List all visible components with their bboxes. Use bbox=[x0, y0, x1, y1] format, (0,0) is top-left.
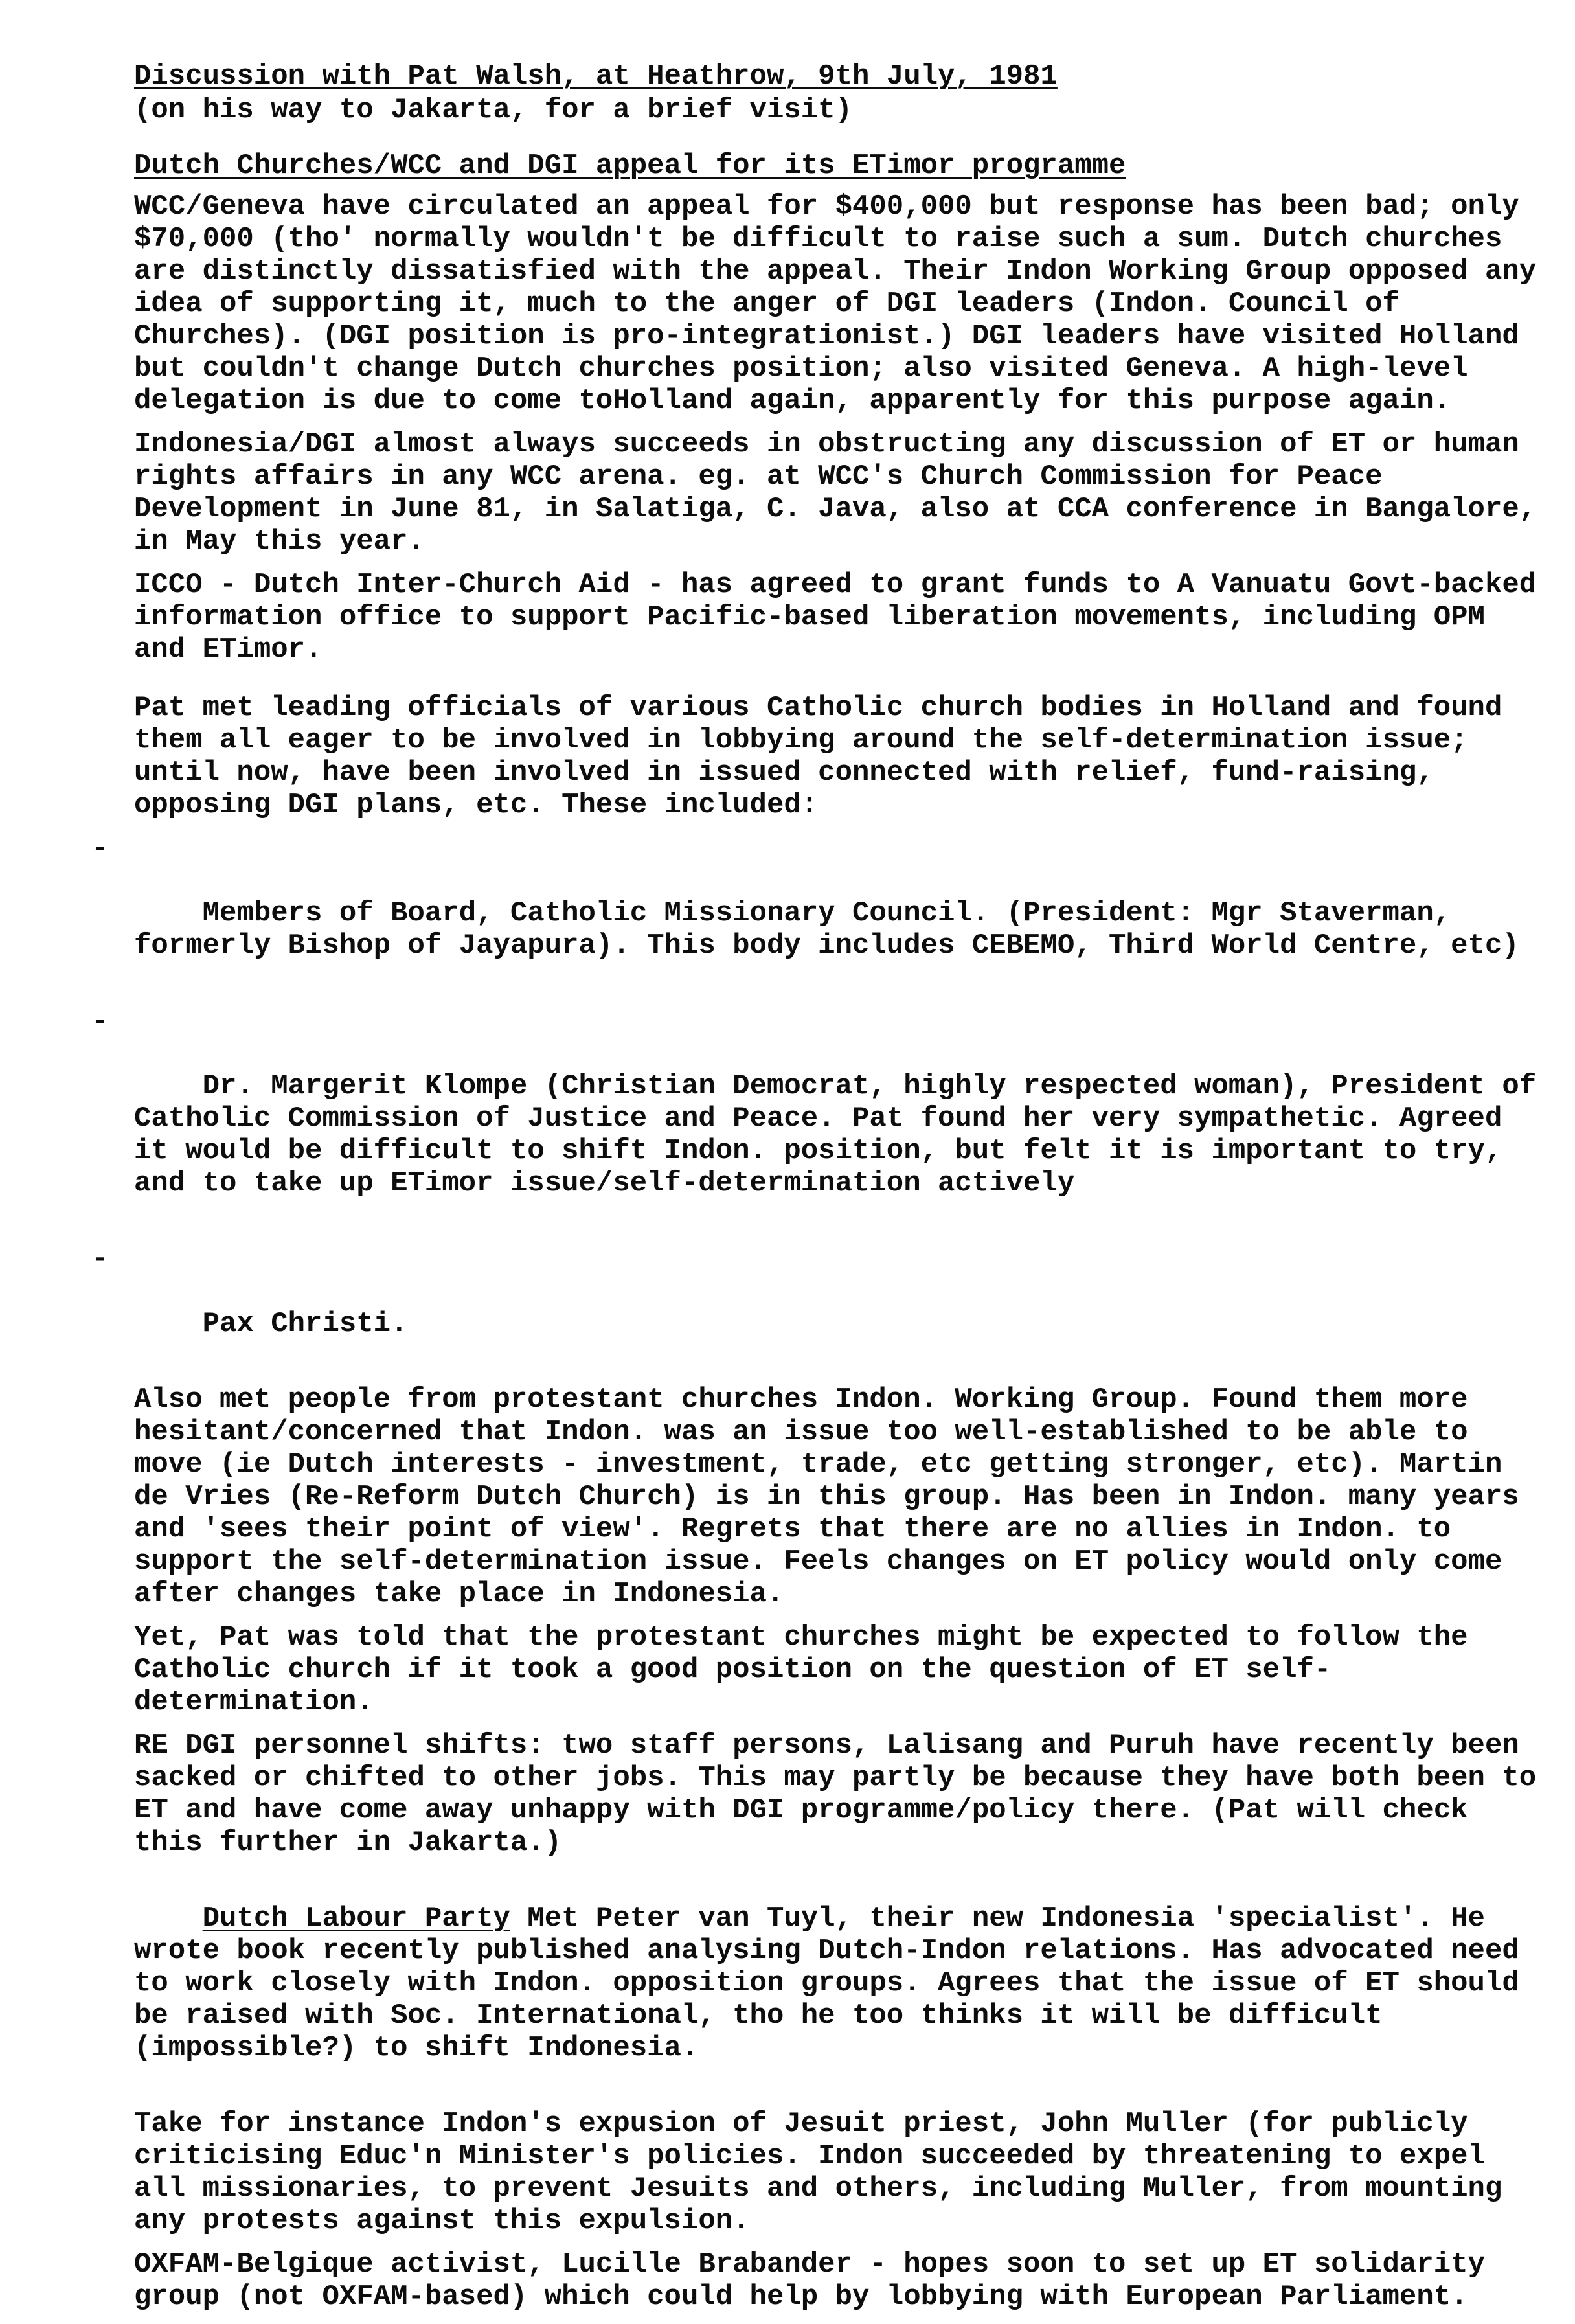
paragraph-jesuit-expulsion: Take for instance Indon's expusion of Jesuit priest, John Muller (for publicly criticising Educ'n Minister's policies. Indon succeeded by threatening to expel all missionaries, to prevent Jesuits and others, including Muller, from mounting any protests against this expulsion. bbox=[134, 2108, 1519, 2237]
paragraph-protestant-churches: Also met people from protestant churches Indon. Working Group. Found them more hesitant/concerned that Indon. was an issue too well-established to be able to move (ie Dutch interests - investment, trade, etc getting stronger, etc). Martin de Vries (Re-Reform Dutch Church) is in this group. Has been in Indon. many years and 'sees their point of view'. Regrets that there are no allies in Indon. to support the self-determination issue. Feels changes on ET policy would only come after changes take place in Indonesia. bbox=[134, 1384, 1537, 1610]
memo-title bbox=[134, 60, 1549, 127]
bullet-text: Members of Board, Catholic Missionary Council. (President: Mgr Staverman, formerly Bishop of Jayapura). This body includes CEBEMO, Third World Centre, etc) bbox=[134, 897, 1519, 962]
paragraph-dgi-personnel: RE DGI personnel shifts: two staff persons, Lalisang and Puruh have recently been sacked or chifted to other jobs. This may partly be because they have both been to ET and have come away unhappy with DGI programme/policy there. (Pat will check this further in Jakarta.) bbox=[134, 1729, 1554, 1859]
bullet-dash: - bbox=[91, 1243, 109, 1275]
dutch-labour-party-lead: Dutch Labour Party bbox=[202, 1902, 510, 1935]
paragraph-oxfam-belgique: OXFAM-Belgique activist, Lucille Brabander - hopes soon to set up ET solidarity group (not OXFAM-based) which could help by lobbying with European Parliament. bbox=[134, 2248, 1502, 2313]
paragraph-dgi-obstruction: Indonesia/DGI almost always succeeds in obstructing any discussion of ET or human rights affairs in any WCC arena. eg. at WCC's Church Commission for Peace Development in June 81, in Salatiga, C. Java, also at CCA conference in Bangalore, in May this year. bbox=[134, 428, 1554, 558]
bullet-margerit-klompe bbox=[91, 1005, 1554, 1232]
paragraph-wcc-appeal: WCC/Geneva have circulated an appeal for $400,000 but response has been bad; only $70,000 (tho' normally wouldn't be difficult to raise such a sum. Dutch churches are distinctly dissatisfied with the appeal. Their Indon Working Group opposed any idea of supporting it, much to the anger of DGI leaders (Indon. Council of Churches). (DGI position is pro-integrationist.) DGI leaders have visited Holland but couldn't change Dutch churches position; also visited Geneva. A high-level delegation is due to come toHolland again, apparently for this purpose again. bbox=[134, 190, 1554, 417]
paragraph-catholic-officials: Pat met leading officials of various Catholic church bodies in Holland and found them all eager to be involved in lobbying around the self-determination issue; until now, have been involved in issued connected with relief, fund-raising, opposing DGI plans, etc. These included: bbox=[134, 692, 1519, 821]
bullet-text: Dr. Margerit Klompe (Christian Democrat, highly respected woman), President of Catholic Commission of Justice and Peace. Pat found her very sympathetic. Agreed it would be difficult to shift Indon. position, but felt it is important to try, and to take up ETimor issue/self-determination actively bbox=[134, 1070, 1554, 1200]
bullet-dash: - bbox=[91, 832, 109, 865]
bullet-catholic-missionary-council bbox=[91, 832, 1549, 994]
typed-memo-page bbox=[91, 60, 1554, 2324]
bullet-dash: - bbox=[91, 1005, 109, 1038]
paragraph-icco-funding: ICCO - Dutch Inter-Church Aid - has agreed to grant funds to A Vanuatu Govt-backed information office to support Pacific-based liberation movements, including OPM and ETimor. bbox=[134, 569, 1554, 666]
bullet-text: Pax Christi. bbox=[202, 1308, 408, 1340]
paragraph-protestant-follow: Yet, Pat was told that the protestant churches might be expected to follow the Catholic church if it took a good position on the question of ET self-determination. bbox=[134, 1621, 1485, 1718]
memo-title-line-2: (on his way to Jakarta, for a brief visit) bbox=[134, 94, 852, 126]
section-heading: Dutch Churches/WCC and DGI appeal for its ETimor programme bbox=[134, 150, 1126, 182]
dutch-labour-party-text: Met Peter van Tuyl, their new Indonesia 'specialist'. He wrote book recently published analysing Dutch-Indon relations. Has advocated need to work closely with Indon. opposition groups. Agrees that the issue of ET should be raised with Soc. International, tho he too thinks it will be difficult (impossible?) to shift Indonesia. bbox=[134, 1902, 1537, 2064]
paragraph-dutch-labour-party bbox=[134, 1870, 1549, 2097]
bullet-pax-christi bbox=[91, 1243, 1549, 1373]
memo-title-line-1: Discussion with Pat Walsh, at Heathrow, 9th July, 1981 bbox=[134, 60, 1058, 93]
